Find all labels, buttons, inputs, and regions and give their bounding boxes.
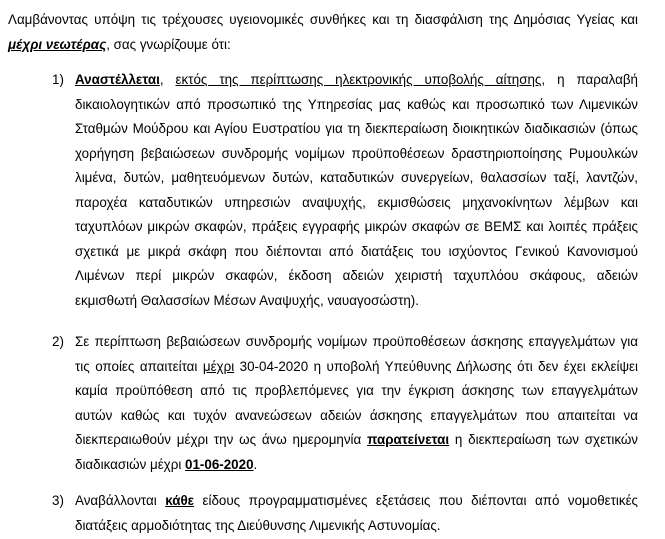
item-every: κάθε [165, 493, 195, 508]
intro-text-end: , σας γνωρίζουμε ότι: [106, 36, 231, 52]
intro-text: Λαμβάνοντας υπόψη τις τρέχουσες υγειονομικές συνθήκες και τη διασφάλιση της Δημόσιας Υγείας και [8, 12, 638, 27]
item-number: 1) [52, 72, 64, 87]
item-text: Αναβάλλονται [75, 493, 166, 508]
item-body [75, 330, 638, 477]
item-body [75, 68, 638, 313]
intro-emphasis: μέχρι νεωτέρας [8, 36, 107, 52]
item-exception: εκτός της περίπτωσης ηλεκτρονικής υποβολής αίτησης [175, 72, 542, 87]
item-extended: παρατείνεται [367, 432, 450, 447]
intro-paragraph [8, 8, 638, 57]
item-separator: , [159, 72, 176, 87]
item-lead: Αναστέλλεται [75, 72, 160, 87]
item-text-end: . [253, 456, 258, 472]
item-number: 3) [52, 493, 64, 508]
item-text: 30-04-2020 η υποβολή Υπεύθυνης Δήλωσης ότι δεν έχει εκλείψει καμία προϋπόθεση από τις προβλεπόμενες για την έγκριση άσκησης των επαγγελμάτων αυτών καθώς και τυχόν ανανεώσεων αδειών άσκησης επαγγελμάτων που απαιτείται να διεκπεραιωθούν μέχρι την ως άνω ημερομηνία [75, 358, 638, 447]
item-text: , η παραλαβή δικαιολογητικών από προσωπικό της Υπηρεσίας μας καθώς και προσωπικό των Λιμενικών Σταθμών Μούδρου και Αγίου Ευστρατίου για τη διεκπεραίωση διοικητικών διαδικασιών (όπως χορήγηση βεβαιώσεων συνδρομής νομίμων προϋποθέσεων δραστηριοποίησης Ρυμουλκών λιμένα, δυτών, μαθητευόμενων δυτών, καταδυτικών συνεργείων, θαλασσίων ταξί, λαντζών, παροχέα καταδυτικών υπηρεσιών αναψυχής, εκμισθώσεις μηχανοκίνητων λέμβων και ταχυπλόων μικρών σκαφών, πράξεις εγγραφής μικρών σκαφών σε ΒΕΜΣ και λοιπές πράξεις σχετικά με μικρά σκάφη που διέπονται από διατάξεις του ισχύοντος Γενικού Κανονισμού Λιμένων περί μικρών σκαφών, έκδοση αδειών χειριστή ταχυπλόου σκάφους, αδειών εκμισθωτή Θαλασσίων Μέσων Αναψυχής, ναυαγοσώστη). [75, 72, 638, 308]
item-until: μέχρι [202, 358, 235, 374]
item-number: 2) [52, 334, 64, 349]
item-text: Σε περίπτωση βεβαιώσεων συνδρομής νομίμων προϋποθέσεων άσκησης επαγγελμάτων για τις οποίες απαιτείται [75, 334, 638, 374]
item-body [75, 489, 638, 538]
item-text: η διεκπεραίωση των σχετικών διαδικασιών μέχρι [75, 432, 639, 472]
item-text: είδους προγραμματισμένες εξετάσεις που διέπονται από νομοθετικές διατάξεις αρμοδιότητας της Διεύθυνσης Λιμενικής Αστυνομίας. [75, 493, 638, 533]
item-date: 01-06-2020 [185, 456, 254, 472]
